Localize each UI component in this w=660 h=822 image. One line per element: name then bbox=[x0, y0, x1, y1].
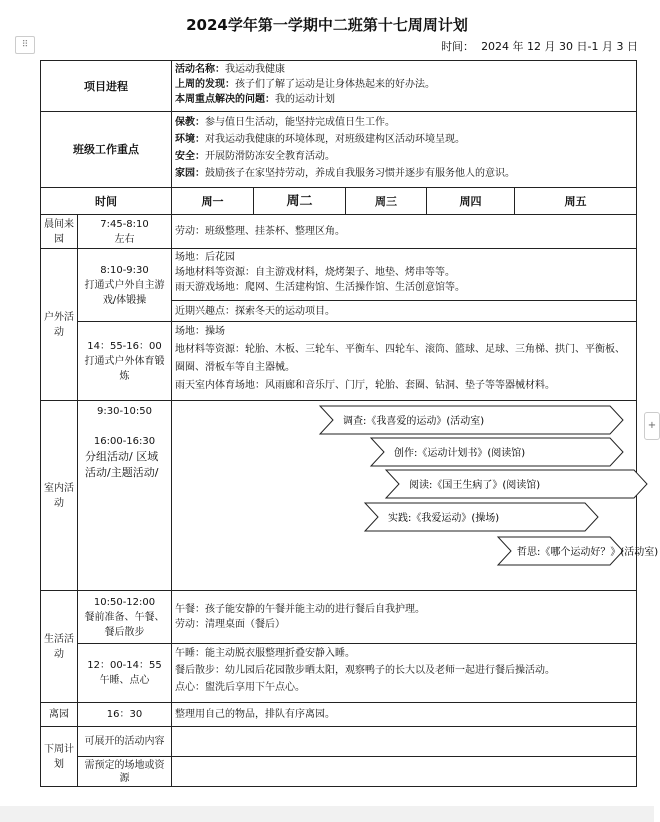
arrow-label-3: 阅读:《国王生病了》(阅读馆) bbox=[409, 480, 541, 491]
indoor-time2: 16:00-16:30 bbox=[93, 436, 156, 447]
table-move-handle-icon[interactable]: ⠿ bbox=[15, 36, 35, 54]
next-week-activities: 可展开的活动内容 bbox=[78, 727, 172, 757]
table-row bbox=[41, 727, 637, 757]
indoor-time1: 9:30-10:50 bbox=[97, 406, 152, 417]
morning-time-range: 7:45-8:10 bbox=[100, 218, 149, 230]
date-range bbox=[441, 38, 638, 54]
life-slot2-name: 午睡、点心 bbox=[99, 675, 150, 686]
table-row bbox=[41, 703, 637, 727]
weekly-plan-table bbox=[40, 60, 659, 787]
care-label: 保教： bbox=[175, 117, 205, 128]
arrow-label-1: 调查:《我喜爱的运动》(活动室) bbox=[343, 416, 485, 427]
outdoor-slot1-time: 8:10-9:30 bbox=[100, 264, 149, 276]
life-slot2-line: 餐后散步：幼儿园后花园散步晒太阳，观察鸭子的长大以及老师一起进行餐后操活动。 bbox=[175, 665, 555, 676]
focus-label: 本周重点解决的问题： bbox=[175, 94, 275, 105]
indoor-section: 室内活动 bbox=[41, 401, 78, 591]
table-row bbox=[41, 401, 637, 591]
life-slot1-time: 10:50-12:00 bbox=[93, 596, 156, 608]
next-week-resources: 需预定的场地或资源 bbox=[78, 757, 172, 787]
activity-name-label: 活动名称： bbox=[175, 64, 225, 75]
outdoor-slot2-content bbox=[172, 322, 637, 401]
table-row bbox=[41, 322, 637, 401]
environment-text: 对我运动我健康的环境体现，对班级建构区活动环境呈现。 bbox=[205, 134, 465, 145]
table-row bbox=[41, 61, 637, 112]
arrow-label-5: 哲思:《哪个运动好？》(活动室) bbox=[517, 547, 659, 558]
outdoor-slot1-line: 场地材料等资源：自主游戏材料，烧烤架子、地垫、烤串等等。 bbox=[175, 267, 455, 278]
time-value: 2024 年 12 月 30 日-1 月 3 日 bbox=[481, 40, 638, 53]
friday-header: 周五 bbox=[515, 188, 637, 215]
next-week-resources-content bbox=[172, 757, 637, 787]
outdoor-slot2-name: 打通式户外体育锻炼 bbox=[84, 355, 165, 382]
outdoor-slot1 bbox=[78, 249, 172, 322]
next-week-section: 下周计划 bbox=[41, 727, 78, 787]
last-week-finding: 孩子们了解了运动是让身体热起来的好办法。 bbox=[235, 79, 435, 90]
last-week-label: 上周的发现： bbox=[175, 79, 235, 90]
environment-label: 环境： bbox=[175, 134, 205, 145]
care-text: 参与值日生活动，能坚持完成值日生工作。 bbox=[205, 117, 395, 128]
class-work-content bbox=[172, 112, 637, 188]
monday-header: 周一 bbox=[172, 188, 254, 215]
safety-label: 安全： bbox=[175, 151, 205, 162]
table-row bbox=[41, 188, 637, 215]
arrow-flow-svg bbox=[172, 401, 659, 589]
activity-name: 我运动我健康 bbox=[225, 64, 285, 75]
focus-problem: 我的运动计划 bbox=[275, 94, 335, 105]
outdoor-slot2-line: 地材料等资源：轮胎、木板、三轮车、平衡车、四轮车、滚筒、篮球、足球、三角梯、拱门、平衡板、圈圈、滑板车等自主器械。 bbox=[175, 344, 625, 373]
outdoor-section: 户外活动 bbox=[41, 249, 78, 401]
life-slot1-line: 劳动：清理桌面（餐后） bbox=[175, 619, 285, 630]
arrow-label-2: 创作:《运动计划书》(阅读馆) bbox=[394, 448, 526, 459]
life-slot1-name: 餐前准备、午餐、餐后散步 bbox=[84, 611, 165, 638]
indoor-desc: 分组活动/ 区域活动/主题活动/ bbox=[85, 450, 159, 479]
leave-time: 16：30 bbox=[78, 703, 172, 727]
table-row bbox=[41, 215, 637, 249]
indoor-arrow-flow bbox=[172, 401, 659, 591]
arrow-label-4: 实践:《我爱运动》(操场) bbox=[388, 513, 500, 524]
table-row bbox=[41, 112, 637, 188]
morning-time-sub: 左右 bbox=[114, 233, 135, 245]
project-content bbox=[172, 61, 637, 112]
table-row bbox=[41, 757, 637, 787]
life-section: 生活活动 bbox=[41, 591, 78, 703]
leave-section: 离园 bbox=[41, 703, 78, 727]
life-slot1-content bbox=[172, 591, 637, 644]
home-school-text: 鼓励孩子在家坚持劳动，养成自我服务习惯并逐步有服务他人的意识。 bbox=[205, 168, 515, 179]
life-slot2-line: 点心：盥洗后享用下午点心。 bbox=[175, 682, 305, 693]
life-slot2-line: 午睡：能主动脱衣服整理折叠安静入睡。 bbox=[175, 648, 355, 659]
outdoor-slot2-line: 场地：操场 bbox=[175, 326, 225, 337]
leave-content: 整理用自己的物品，排队有序离园。 bbox=[172, 703, 637, 727]
outdoor-slot1-line: 雨天游戏场地：爬网、生活建构馆、生活操作馆、生活创意馆等。 bbox=[175, 282, 465, 293]
outdoor-slot1-name: 打通式户外自主游戏/体锻操 bbox=[84, 279, 165, 306]
outdoor-slot2 bbox=[78, 322, 172, 401]
outdoor-slot1-line: 场地：后花园 bbox=[175, 252, 235, 263]
home-school-label: 家园： bbox=[175, 168, 205, 179]
page-title: 2024学年第一学期中二班第十七周周计划 bbox=[186, 16, 468, 34]
indoor-time bbox=[78, 401, 172, 591]
morning-content: 劳动：班级整理、挂茶杯、整理区角。 bbox=[172, 215, 637, 249]
table-row bbox=[41, 249, 637, 301]
next-week-activities-content bbox=[172, 727, 637, 757]
safety-text: 开展防滑防冻安全教育活动。 bbox=[205, 151, 335, 162]
table-row bbox=[41, 644, 637, 703]
life-slot2-content bbox=[172, 644, 637, 703]
horizontal-scrollbar[interactable] bbox=[0, 806, 654, 822]
life-slot2-time: 12：00-14：55 bbox=[87, 660, 162, 671]
time-label: 时间： bbox=[441, 40, 475, 53]
outdoor-slot2-time: 14：55-16：00 bbox=[87, 340, 162, 352]
morning-section: 晨间来园 bbox=[41, 215, 78, 249]
outdoor-slot1-content bbox=[172, 249, 637, 301]
wednesday-header: 周三 bbox=[346, 188, 427, 215]
time-header: 时间 bbox=[41, 188, 172, 215]
outdoor-interest: 近期兴趣点：探索冬天的运动项目。 bbox=[172, 301, 637, 322]
table-row bbox=[41, 591, 637, 644]
life-slot1-line: 午餐：孩子能安静的午餐并能主动的进行餐后自我护理。 bbox=[175, 604, 425, 615]
project-heading: 项目进程 bbox=[41, 61, 172, 112]
add-column-icon[interactable]: + bbox=[644, 412, 660, 440]
morning-time bbox=[78, 215, 172, 249]
thursday-header: 周四 bbox=[427, 188, 515, 215]
tuesday-header: 周二 bbox=[254, 188, 346, 215]
life-slot1 bbox=[78, 591, 172, 644]
life-slot2 bbox=[78, 644, 172, 703]
class-work-heading: 班级工作重点 bbox=[41, 112, 172, 188]
outdoor-slot2-line: 雨天室内体育场地：风雨廊和音乐厅、门厅，轮胎、套圈、钻洞、垫子等等器械材料。 bbox=[175, 380, 555, 391]
